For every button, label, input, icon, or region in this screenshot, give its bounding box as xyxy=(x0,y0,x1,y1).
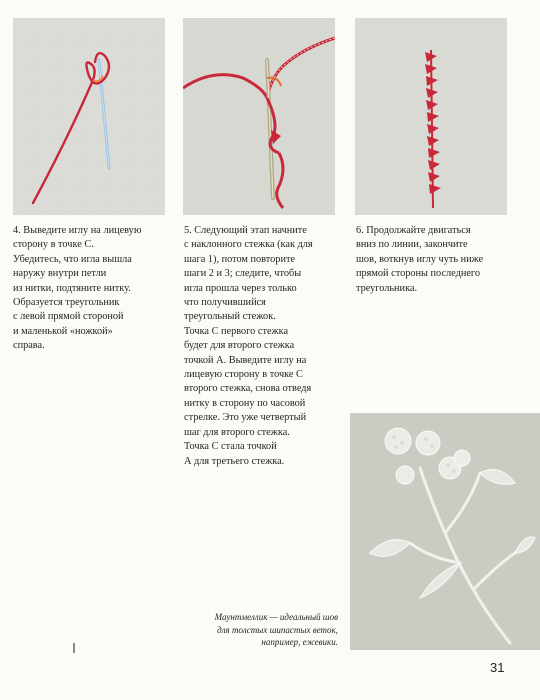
mountmellick-embroidery-photo xyxy=(350,413,540,650)
step-5-line: А для третьего стежка. xyxy=(184,455,285,467)
step-6-line: шов, воткнув иглу чуть ниже xyxy=(356,253,484,265)
step-6-line: треугольника. xyxy=(356,282,418,294)
caption-line: для толстых шипастых веток, xyxy=(217,624,338,635)
step-6-line: вниз по линии, закончите xyxy=(356,239,468,251)
step-5-line: шага 1), потом повторите xyxy=(184,253,296,265)
scan-mark xyxy=(73,643,75,653)
stitch-column-illustration xyxy=(355,18,507,215)
step-5-line: Точка С стала точкой xyxy=(184,441,277,453)
step-4-text xyxy=(13,224,142,354)
step-5-text xyxy=(184,224,313,469)
step-5-line: лицевую сторону в точке С xyxy=(184,369,303,381)
caption-line: Маунтмеллик — идеальный шов xyxy=(214,612,338,622)
step-4-line: Образуется треугольник xyxy=(13,297,120,309)
needle-loop-illustration xyxy=(13,18,165,215)
step-5-line: шаг для второго стежка. xyxy=(184,426,290,438)
step-4-line: с левой прямой стороной xyxy=(13,311,124,323)
step-4-line: и маленькой «ножкой» xyxy=(13,325,113,337)
step-5-line: точкой А. Выведите иглу на xyxy=(184,354,307,366)
caption-line: например, ежевики. xyxy=(261,637,338,647)
page-number: 31 xyxy=(490,660,505,675)
step-6-line: прямой стороны последнего xyxy=(356,268,481,280)
blackberry-branch-illustration xyxy=(350,413,540,650)
step-5-line: с наклонного стежка (как для xyxy=(184,239,313,251)
step-4-line: сторону в точке С. xyxy=(13,239,94,251)
needle-thread-illustration xyxy=(183,18,335,215)
step-6-line: 6. Продолжайте двигаться xyxy=(356,225,471,236)
step-5-photo xyxy=(183,18,335,215)
step-4-line: Убедитесь, что игла вышла xyxy=(13,253,132,265)
step-5-line: стрелке. Это уже четвертый xyxy=(184,412,307,424)
step-4-photo xyxy=(13,18,165,215)
step-5-line: игла прошла через только xyxy=(184,282,297,294)
step-4-line: из нитки, подтяните нитку. xyxy=(13,282,131,294)
step-6-photo xyxy=(355,18,507,215)
step-6-text xyxy=(356,224,483,296)
step-4-line: наружу внутри петли xyxy=(13,268,107,280)
step-4-line: справа. xyxy=(13,340,45,352)
photo-caption xyxy=(178,611,338,649)
step-5-line: что получившийся xyxy=(184,297,266,309)
step-5-line: шаги 2 и 3; следите, чтобы xyxy=(184,268,302,280)
step-5-line: второго стежка, снова отведя xyxy=(184,383,312,395)
step-5-line: Точка С первого стежка xyxy=(184,325,289,337)
step-5-line: будет для второго стежка xyxy=(184,340,295,352)
step-5-line: треугольный стежок. xyxy=(184,311,276,323)
step-5-line: 5. Следующий этап начните xyxy=(184,225,307,236)
step-5-line: нитку в сторону по часовой xyxy=(184,397,306,409)
step-4-line: 4. Выведите иглу на лицевую xyxy=(13,225,142,236)
